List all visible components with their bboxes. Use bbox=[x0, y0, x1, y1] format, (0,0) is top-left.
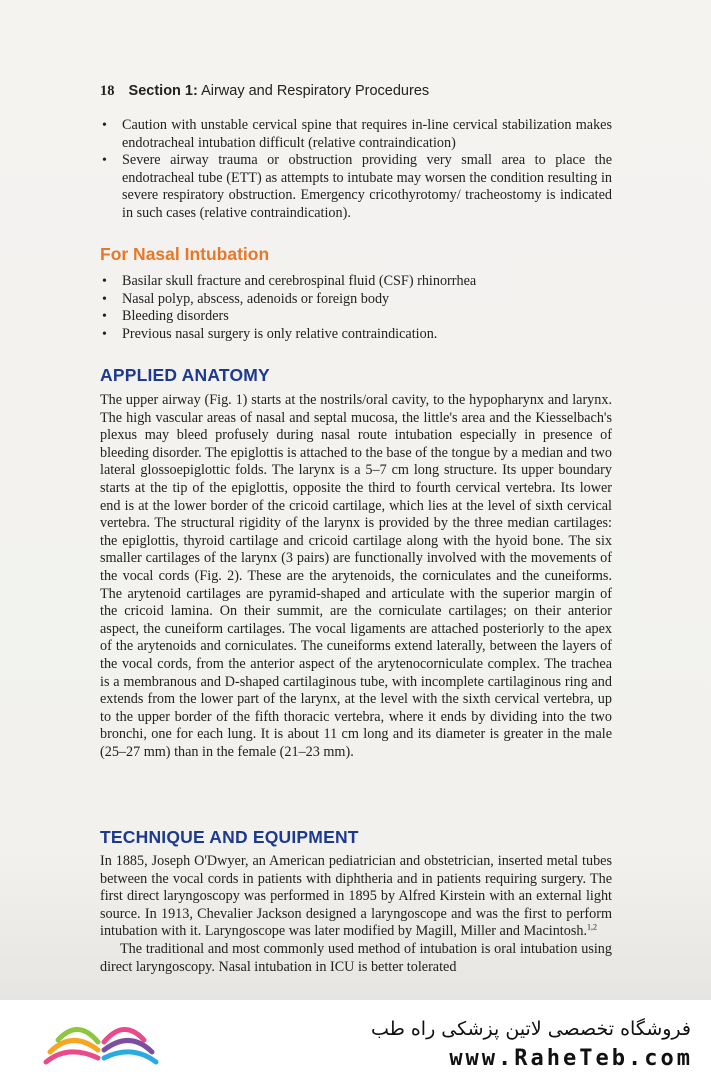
applied-anatomy-heading: APPLIED ANATOMY bbox=[100, 365, 270, 385]
technique-text bbox=[100, 853, 612, 976]
list-item: • Severe airway trauma or obstruction providing very small area to place the endotracheal tube (ETT) as attempts to intubate may worsen the condition resulting in severe respiratory obstruction. Emergency cricothyrotomy/ tracheostomy is indicated in such cases (relative contraindication). bbox=[100, 152, 612, 222]
paragraph-text: In 1885, Joseph O'Dwyer, an American pediatrician and obstetrician, inserted metal tubes between the vocal cords in patients with diphtheria and in patients requiring surgery. The first direct laryngoscopy was performed in 1895 by Alfred Kirstein with an external light source. In 1913, Chevalier Jackson designed a laryngoscope and was the first to perform intubation with it. Laryngoscope was later modified by Magill, Miller and Macintosh. bbox=[100, 853, 612, 940]
list-item: • Nasal polyp, abscess, adenoids or foreign body bbox=[100, 291, 612, 309]
applied-anatomy-text bbox=[100, 392, 612, 761]
list-item: • Caution with unstable cervical spine that requires in-line cervical stabilization makes endotracheal intubation difficult (relative contraindication) bbox=[100, 117, 612, 152]
store-name: فروشگاه تخصصی لاتین پزشکی راه طب bbox=[371, 1018, 691, 1040]
store-url[interactable]: www.RaheTeb.com bbox=[449, 1046, 693, 1071]
open-book-logo-icon bbox=[36, 1010, 166, 1072]
technique-heading: TECHNIQUE AND EQUIPMENT bbox=[100, 827, 359, 847]
paragraph bbox=[100, 853, 612, 941]
section-title: Airway and Respiratory Procedures bbox=[201, 83, 430, 99]
running-header bbox=[100, 83, 429, 100]
nasal-intubation-heading: For Nasal Intubation bbox=[100, 244, 270, 264]
list-item: • Previous nasal surgery is only relative contraindication. bbox=[100, 326, 612, 344]
list-item: • Basilar skull fracture and cerebrospinal fluid (CSF) rhinorrhea bbox=[100, 273, 612, 291]
paragraph: The upper airway (Fig. 1) starts at the nostrils/oral cavity, to the hypopharynx and larynx. The high vascular areas of nasal and septal mucosa, the little's area and the Kiesselbach's plexus may bleed profusely during nasal route intubation especially in presence of bleeding disorder. The epiglottis is attached to the base of the tongue by a median and two lateral glossoepiglottic folds. The larynx is a 5–7 cm long structure. Its upper boundary starts at the tip of the epiglottis, opposite the third to fourth cervical vertebra. Its lower end is at the lower border of the cricoid cartilage, which lies at the level of sixth cervical vertebra. The structural rigidity of the larynx is provided by the three median cartilages: the epiglottis, thyroid cartilage and cricoid cartilage along with the hyoid bone. The six smaller cartilages of the larynx (3 pairs) are functionally involved with the movements of the vocal cords (Fig. 2). These are the arytenoids, the corniculates and the cuneiforms. The arytenoid cartilages are pyramid-shaped and articulate with the superior margin of the cricoid lamina. On their summit, are the corniculate cartilages; on their anterior aspect, the cuneiform cartilages. The vocal ligaments are attached posteriorly to the apex of the arytenoids and corniculates. The cuneiforms extend laterally, between the layers of the vocal cords, from the anterior aspect of the arytenocorniculate complex. The trachea is a membranous and D-shaped cartilaginous tube, with incomplete cartilaginous ring and extends from the lower part of the larynx, at the level with the sixth cervical vertebra, up to the upper border of the fifth thoracic vertebra, where it ends by dividing into the two bronchi, one for each lung. It is about 11 cm long and its diameter is greater in the male (25–27 mm) than in the female (21–23 mm). bbox=[100, 392, 612, 760]
contraindication-list bbox=[100, 117, 612, 223]
page-number: 18 bbox=[100, 83, 115, 99]
reference-superscript: 1,2 bbox=[587, 922, 598, 932]
nasal-contraindication-list bbox=[100, 273, 612, 343]
section-label: Section 1: bbox=[128, 83, 198, 99]
paragraph: The traditional and most commonly used method of intubation is oral intubation using direct laryngoscopy. Nasal intubation in ICU is better tolerated bbox=[100, 940, 612, 975]
list-item: • Bleeding disorders bbox=[100, 308, 612, 326]
